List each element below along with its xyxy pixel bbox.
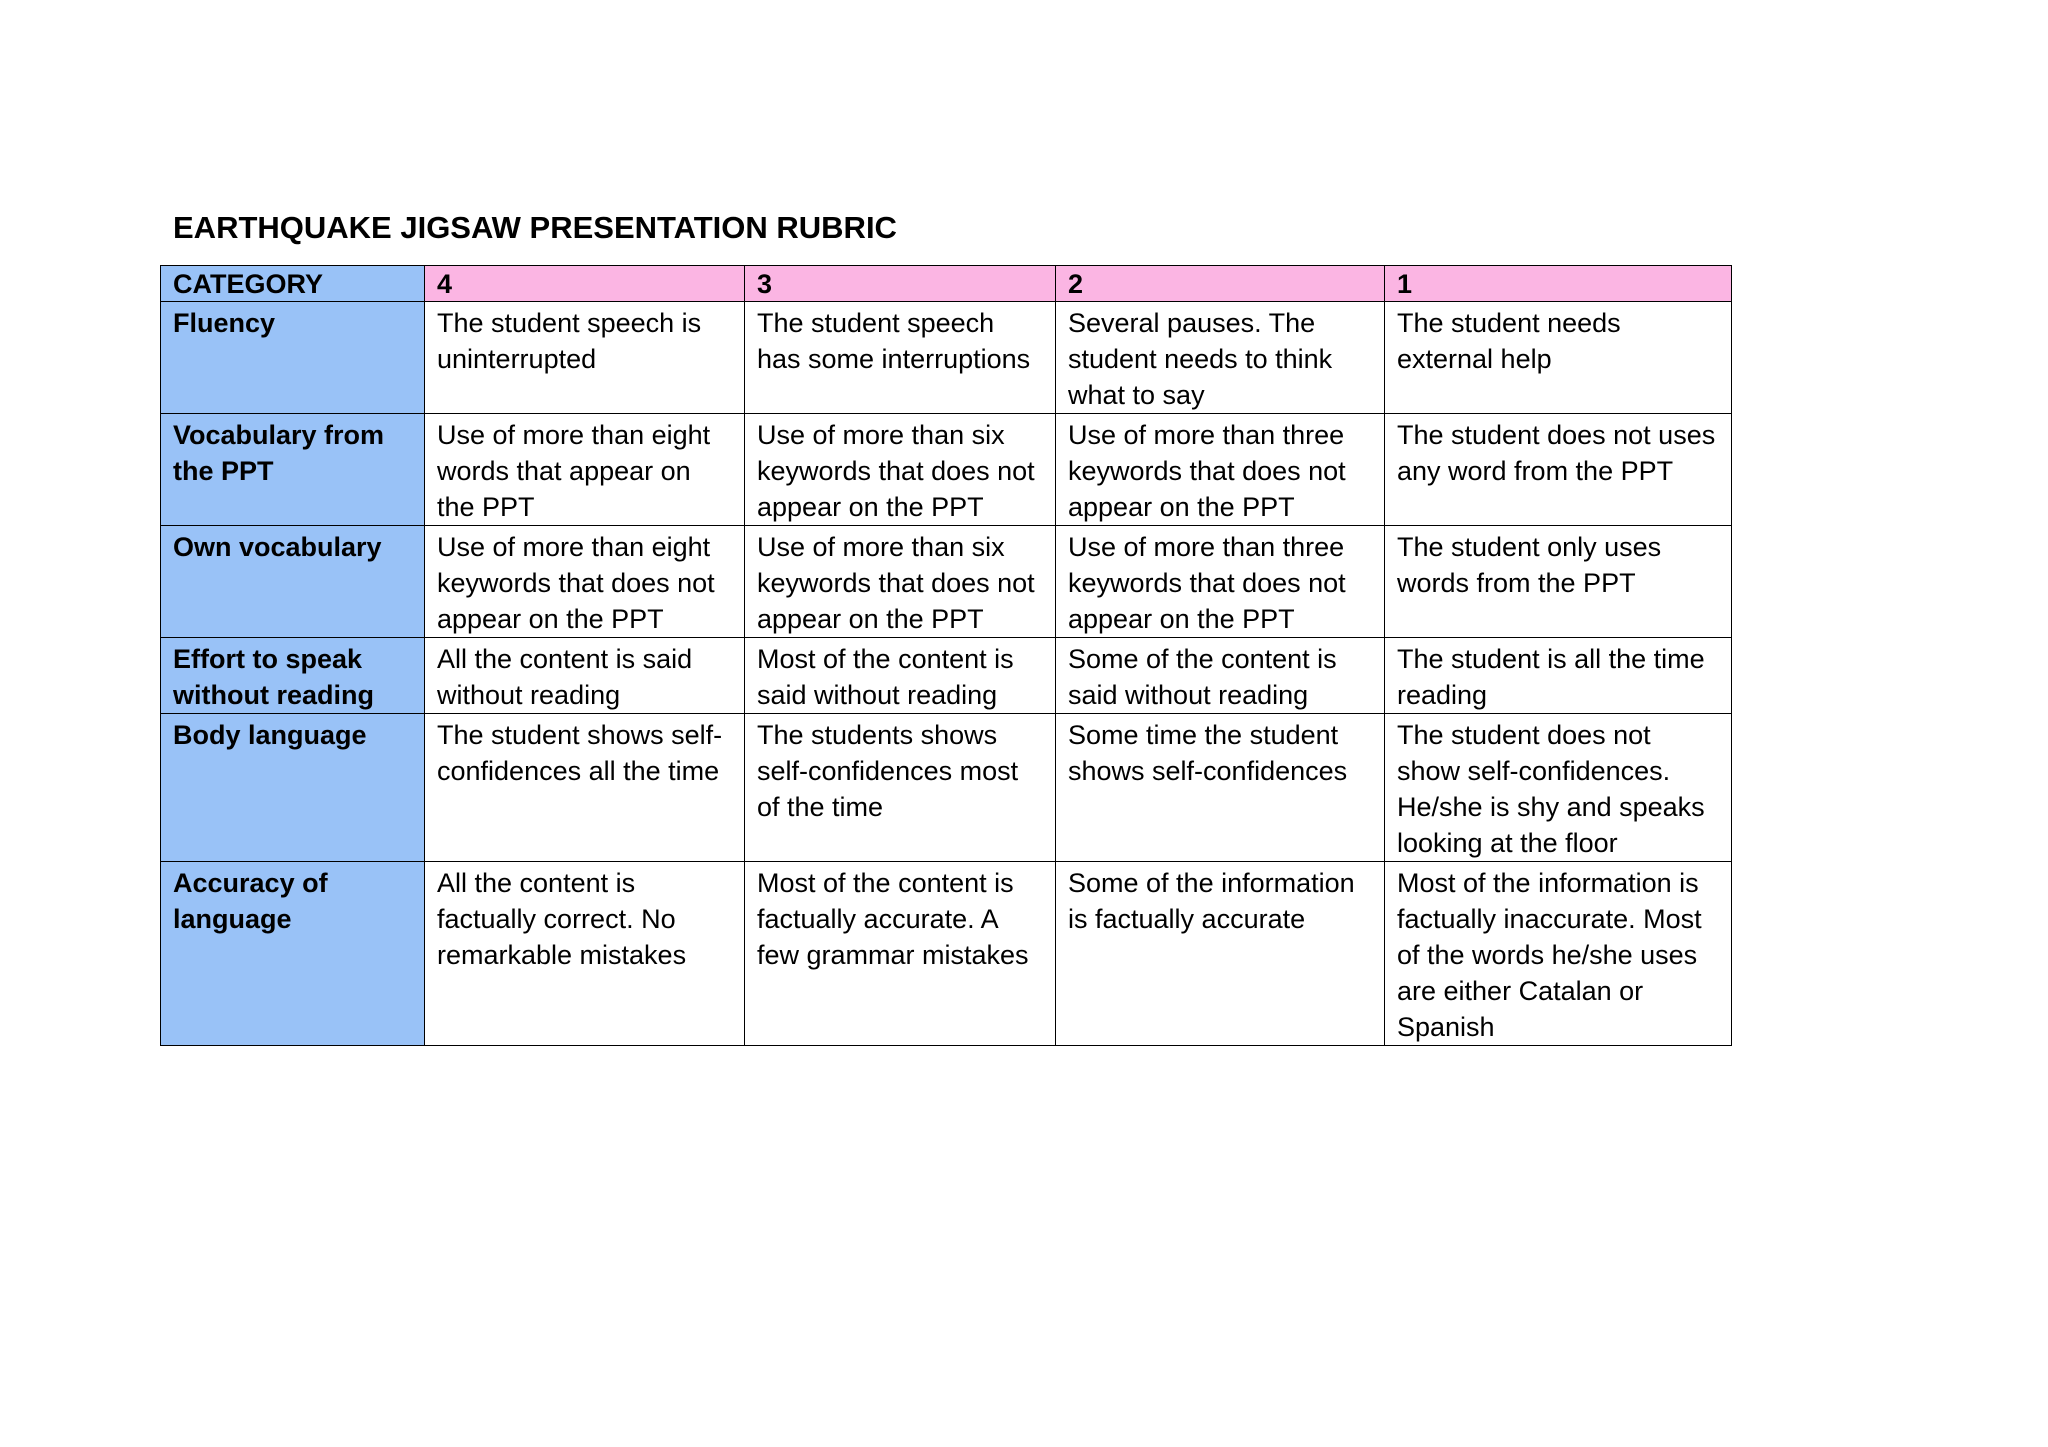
row-category: Fluency [161, 302, 425, 414]
table-cell: Most of the content is said without reading [745, 638, 1056, 714]
table-cell: Use of more than three keywords that does not appear on the PPT [1056, 414, 1385, 526]
table-cell: Some of the content is said without reading [1056, 638, 1385, 714]
table-row [161, 302, 1732, 414]
table-cell: All the content is said without reading [425, 638, 745, 714]
table-cell: Most of the information is factually inaccurate. Most of the words he/she uses are either Catalan or Spanish [1385, 862, 1732, 1046]
table-cell: The student speech is uninterrupted [425, 302, 745, 414]
table-cell: The student needs external help [1385, 302, 1732, 414]
table-header-row [161, 266, 1732, 302]
table-row [161, 414, 1732, 526]
table-row [161, 638, 1732, 714]
rubric-table [160, 265, 1732, 1046]
table-cell: Some time the student shows self-confidences [1056, 714, 1385, 862]
table-cell: Use of more than six keywords that does not appear on the PPT [745, 526, 1056, 638]
table-cell: Use of more than eight keywords that does not appear on the PPT [425, 526, 745, 638]
table-cell: Some of the information is factually accurate [1056, 862, 1385, 1046]
table-cell: The student shows self-confidences all the time [425, 714, 745, 862]
table-cell: The student is all the time reading [1385, 638, 1732, 714]
table-cell: The students shows self-confidences most of the time [745, 714, 1056, 862]
row-category: Vocabulary from the PPT [161, 414, 425, 526]
header-score-1: 1 [1385, 266, 1732, 302]
table-cell: Use of more than eight words that appear on the PPT [425, 414, 745, 526]
table-row [161, 526, 1732, 638]
row-category: Accuracy of language [161, 862, 425, 1046]
table-cell: Use of more than three keywords that does not appear on the PPT [1056, 526, 1385, 638]
table-row [161, 862, 1732, 1046]
row-category: Body language [161, 714, 425, 862]
table-cell: The student only uses words from the PPT [1385, 526, 1732, 638]
table-cell: All the content is factually correct. No remarkable mistakes [425, 862, 745, 1046]
table-cell: The student does not show self-confidences. He/she is shy and speaks looking at the floor [1385, 714, 1732, 862]
row-category: Effort to speak without reading [161, 638, 425, 714]
header-score-3: 3 [745, 266, 1056, 302]
header-category: CATEGORY [161, 266, 425, 302]
table-cell: The student does not uses any word from the PPT [1385, 414, 1732, 526]
header-score-2: 2 [1056, 266, 1385, 302]
header-score-4: 4 [425, 266, 745, 302]
document-title: EARTHQUAKE JIGSAW PRESENTATION RUBRIC [173, 210, 897, 245]
table-cell: The student speech has some interruptions [745, 302, 1056, 414]
table-cell: Use of more than six keywords that does not appear on the PPT [745, 414, 1056, 526]
table-cell: Most of the content is factually accurate. A few grammar mistakes [745, 862, 1056, 1046]
row-category: Own vocabulary [161, 526, 425, 638]
table-row [161, 714, 1732, 862]
table-cell: Several pauses. The student needs to think what to say [1056, 302, 1385, 414]
